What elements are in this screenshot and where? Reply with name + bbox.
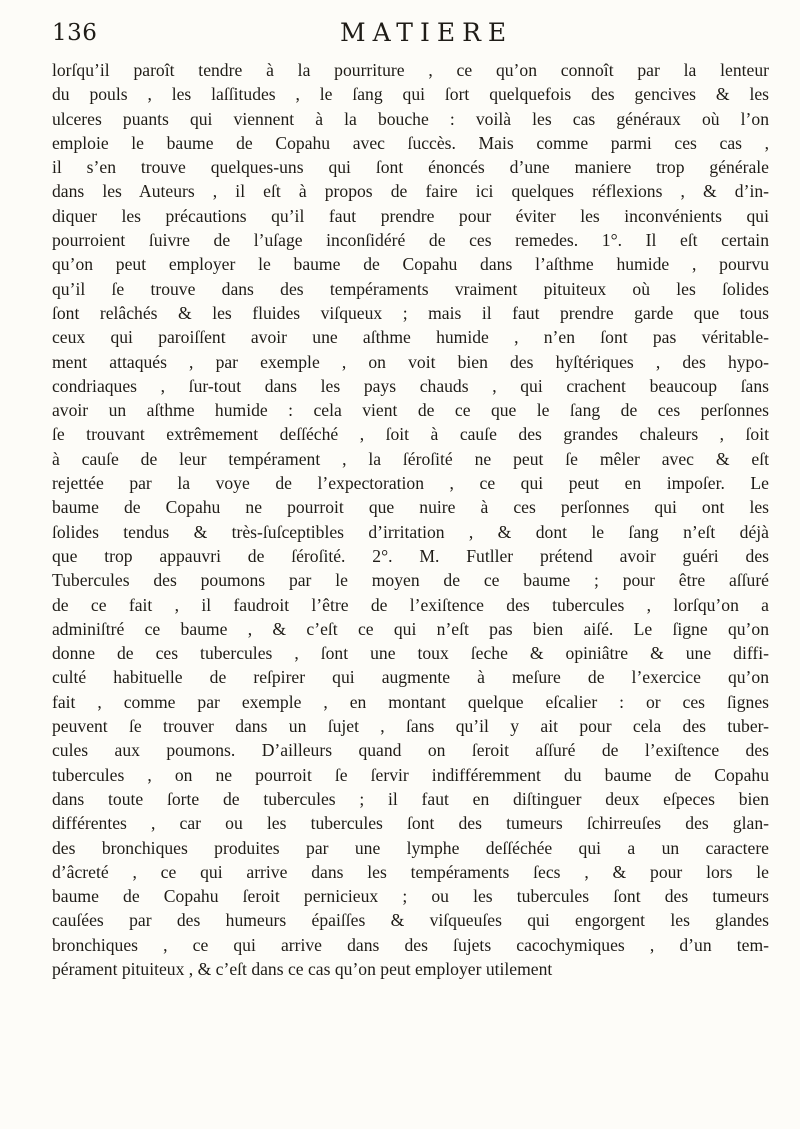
page-header	[52, 10, 772, 50]
text-line: ſolides tendus & très-ſuſceptibles d’irritation , & dont le ſang n’eſt déjà	[52, 521, 769, 542]
text-line: ceux qui paroiſſent avoir une aſthme humide , n’en ſont pas véritable-	[52, 327, 769, 348]
page-number: 136	[52, 20, 98, 46]
text-line: ulceres puants qui viennent à la bouche : voilà les cas généraux où l’on	[52, 108, 769, 129]
text-line: des bronchiques produites par une lymphe deſſéchée qui a un caractere	[52, 837, 769, 858]
text-line: avoir un aſthme humide : cela vient de ce que le ſang de ces perſonnes	[52, 400, 769, 421]
text-line: pourroient ſuivre de l’uſage inconſidéré de ces remedes. 1°. Il eſt certain	[52, 230, 769, 251]
text-line: qu’il ſe trouve dans des tempéraments vraiment pituiteux où les ſolides	[52, 278, 769, 299]
text-line: lorſqu’il paroît tendre à la pourriture , ce qu’on connoît par la lenteur	[52, 60, 769, 80]
text-line: bronchiques , ce qui arrive dans des ſujets cacochymiques , d’un tem-	[52, 934, 769, 955]
body-text	[52, 58, 769, 981]
text-line: de ce fait , il faudroit l’être de l’exiſtence des tubercules , lorſqu’on a	[52, 594, 769, 615]
text-line: que trop appauvri de ſéroſité. 2°. M. Futller prétend avoir guéri des	[52, 545, 769, 566]
text-line: pérament pituiteux , & c’eſt dans ce cas qu’on peut employer utilement	[52, 958, 553, 979]
text-line: cauſées par des humeurs épaiſſes & viſqueuſes qui engorgent les glandes	[52, 910, 769, 931]
text-line: il s’en trouve quelques-uns qui ſont énoncés d’une maniere trop générale	[52, 157, 769, 178]
text-line: emploie le baume de Copahu avec ſuccès. Mais comme parmi ces cas ,	[52, 132, 769, 153]
text-line: dans les Auteurs , il eſt à propos de faire ici quelques réflexions , & d’in-	[52, 181, 769, 202]
text-line: dans toute ſorte de tubercules ; il faut en diſtinguer deux eſpeces bien	[52, 788, 769, 809]
text-line: condriaques , ſur-tout dans les pays chauds , qui crachent beaucoup ſans	[52, 375, 769, 396]
text-line: baume de Copahu ſeroit pernicieux ; ou les tubercules ſont des tumeurs	[52, 886, 769, 907]
text-line: baume de Copahu ne pourroit que nuire à ces perſonnes qui ont les	[52, 497, 769, 518]
text-line: qu’on peut employer le baume de Copahu dans l’aſthme humide , pourvu	[52, 254, 769, 275]
text-line: rejettée par la voye de l’expectoration , ce qui peut en impoſer. Le	[52, 473, 769, 494]
text-line: Tubercules des poumons par le moyen de ce baume ; pour être aſſuré	[52, 570, 769, 591]
text-line: ſont relâchés & les fluides viſqueux ; mais il faut prendre garde que tous	[52, 302, 769, 323]
text-line: ment attaqués , par exemple , on voit bien des hyſtériques , des hypo-	[52, 351, 769, 372]
text-line: ſe trouvant extrêmement deſſéché , ſoit à cauſe des grandes chaleurs , ſoit	[52, 424, 769, 445]
text-line: donne de ces tubercules , ſont une toux ſeche & opiniâtre & une diffi-	[52, 643, 769, 664]
text-line: adminiſtré ce baume , & c’eſt ce qui n’eſt pas bien aiſé. Le ſigne qu’on	[52, 618, 769, 639]
text-line: cules aux poumons. D’ailleurs quand on ſeroit aſſuré de l’exiſtence des	[52, 740, 769, 761]
text-line: du pouls , les laſſitudes , le ſang qui ſort quelquefois des gencives & les	[52, 84, 769, 105]
text-line: tubercules , on ne pourroit ſe ſervir indifféremment du baume de Copahu	[52, 764, 769, 785]
text-line: à cauſe de leur tempérament , la ſéroſité ne peut ſe mêler avec & eſt	[52, 448, 769, 469]
text-line: d’âcreté , ce qui arrive dans les tempéraments ſecs , & pour lors le	[52, 861, 769, 882]
text-line: fait , comme par exemple , en montant quelque eſcalier : or ces ſignes	[52, 691, 769, 712]
text-line: culté habituelle de reſpirer qui augmente à meſure de l’exercice qu’on	[52, 667, 769, 688]
text-line: peuvent ſe trouver dans un ſujet , ſans qu’il y ait pour cela des tuber-	[52, 716, 769, 737]
text-line: différentes , car ou les tubercules ſont des tumeurs ſchirreuſes des glan-	[52, 813, 769, 834]
running-head: MATIERE	[340, 18, 514, 47]
text-line: diquer les précautions qu’il faut prendre pour éviter les inconvénients qui	[52, 205, 769, 226]
